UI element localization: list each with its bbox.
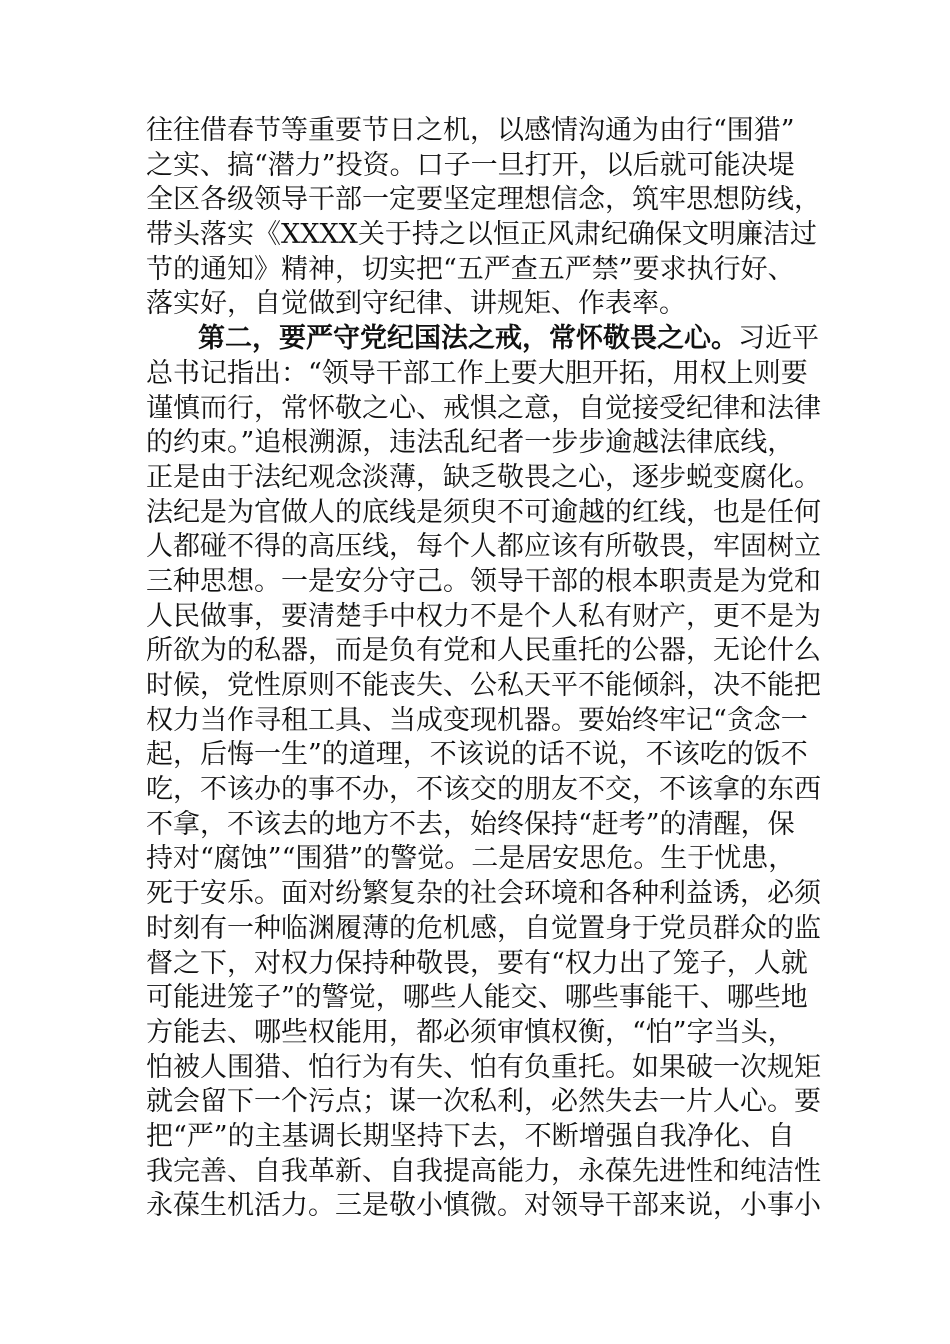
- text-line: 法纪是为官做人的底线是须臾不可逾越的红线，也是任何: [146, 496, 821, 528]
- text-line: 三种思想。一是安分守己。领导干部的根本职责是为党和: [146, 565, 821, 597]
- text-line: 全区各级领导干部一定要坚定理想信念，筑牢思想防线，: [146, 184, 821, 216]
- text-line: 可能进笼子”的警觉，哪些人能交、哪些事能干、哪些地: [146, 982, 808, 1014]
- text-line: 不拿，不该去的地方不去，始终保持“赶考”的清醒，保: [146, 808, 795, 840]
- text-line: 时候，党性原则不能丧失、公私天平不能倾斜，决不能把: [146, 670, 821, 701]
- text-line: 人民做事，要清楚手中权力不是个人私有财产，更不是为: [146, 600, 821, 632]
- text-line: 起，后悔一生”的道理，不该说的话不说，不该吃的饭不: [146, 739, 808, 771]
- text-line: 把“严”的主基调长期坚持下去，不断增强自我净化、自: [146, 1120, 795, 1152]
- text-line: 节的通知》精神，切实把“五严查五严禁”要求执行好、: [146, 253, 795, 285]
- text-span: 习近平: [738, 323, 819, 355]
- text-line: 督之下，对权力保持种敬畏，要有“权力出了笼子，人就: [146, 947, 808, 979]
- text-line: 所欲为的私器，而是负有党和人民重托的公器，无论什么: [146, 635, 821, 667]
- body-text: [146, 114, 846, 1224]
- text-line: 就会留下一个污点；谋一次私利，必然失去一片人心。要: [146, 1086, 821, 1118]
- text-line: 我完善、自我革新、自我提高能力，永葆先进性和纯洁性: [146, 1155, 821, 1187]
- text-line: 落实好，自觉做到守纪律、讲规矩、作表率。: [146, 288, 686, 320]
- text-line: 之实、搞“潜力”投资。口子一旦打开，以后就可能决堤: [146, 149, 795, 181]
- text-line: 带头落实《XXXX关于持之以恒正风肃纪确保文明廉洁过: [146, 219, 817, 251]
- text-line: 永葆生机活力。三是敬小慎微。对领导干部来说，小事小: [146, 1190, 821, 1222]
- text-line: 持对“腐蚀”“围猎”的警觉。二是居安思危。生于忧患，: [146, 843, 796, 875]
- text-line: 正是由于法纪观念淡薄，缺乏敬畏之心，逐步蜕变腐化。: [146, 461, 821, 493]
- text-line: 权力当作寻租工具、当成变现机器。要始终牢记“贪念一: [146, 704, 808, 736]
- text-line: 死于安乐。面对纷繁复杂的社会环境和各种利益诱，必须: [146, 878, 821, 910]
- paragraph-heading: 第二，要严守党纪国法之戒，常怀敬畏之心。: [198, 323, 738, 355]
- text-line: 吃，不该办的事不办，不该交的朋友不交，不该拿的东西: [146, 774, 821, 806]
- text-line: 往往借春节等重要节日之机，以感情沟通为由行“围猎”: [146, 115, 795, 146]
- text-line: 总书记指出：“领导干部工作上要大胆开拓，用权上则要: [146, 357, 808, 389]
- paragraph-heading-line: [146, 322, 846, 357]
- text-line: 时刻有一种临渊履薄的危机感，自觉置身于党员群众的监: [146, 912, 821, 944]
- text-line: 怕被人围猎、怕行为有失、怕有负重托。如果破一次规矩: [146, 1051, 821, 1083]
- text-line: 方能去、哪些权能用，都必须审慎权衡，“怕”字当头，: [146, 1016, 795, 1048]
- text-line: 人都碰不得的高压线，每个人都应该有所敬畏，牢固树立: [146, 531, 821, 563]
- text-line: 的约束。”追根溯源，违法乱纪者一步步逾越法律底线，: [146, 427, 795, 459]
- text-line: 谨慎而行，常怀敬之心、戒惧之意，自觉接受纪律和法律: [146, 392, 821, 424]
